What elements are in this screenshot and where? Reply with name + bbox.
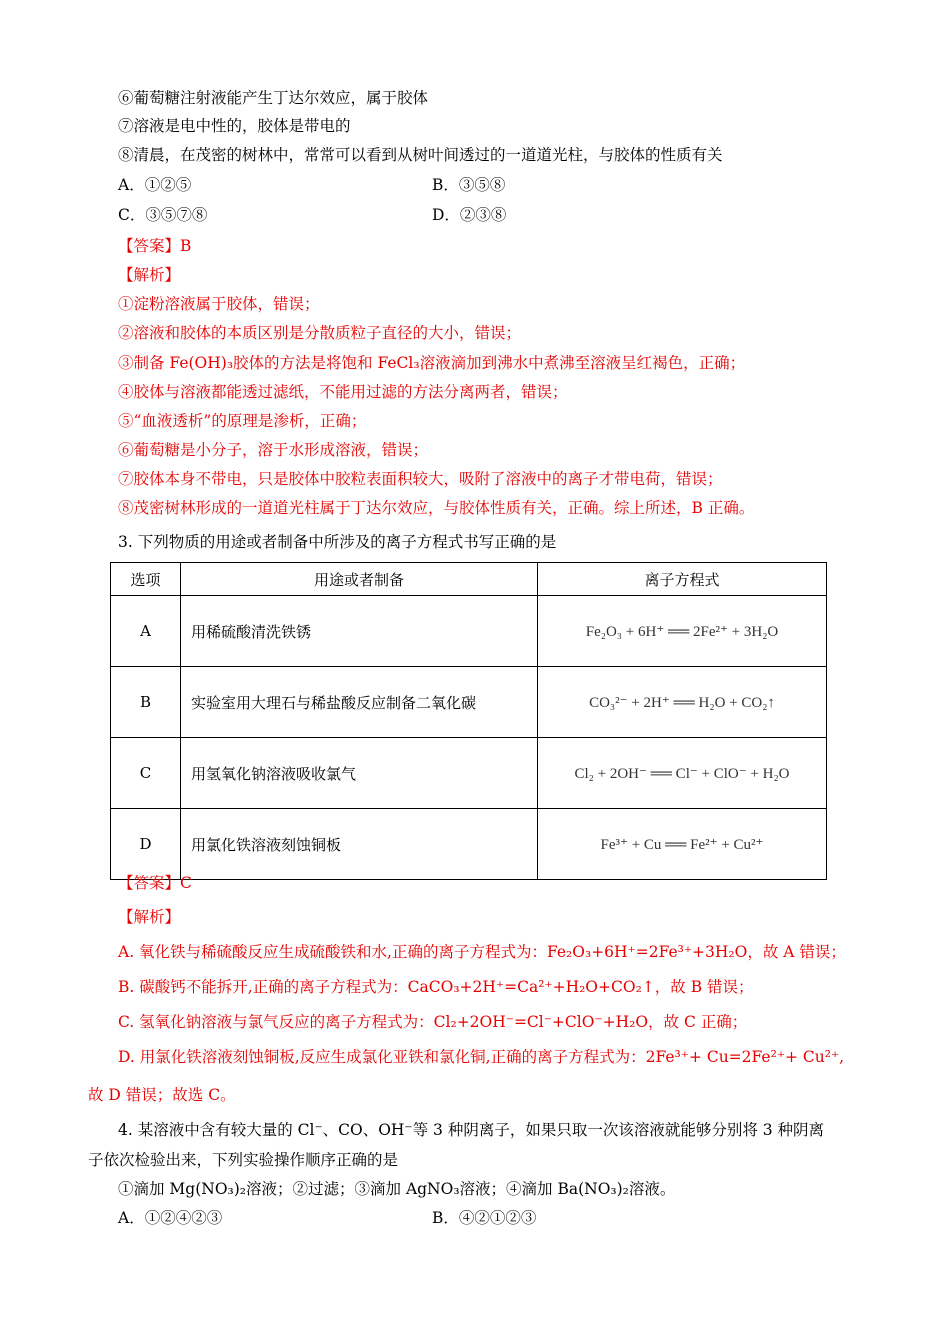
- q3-analysis-label: 【解析】: [118, 908, 181, 926]
- q4-question-line1: 4. 某溶液中含有较大量的 Cl⁻、CO、OH⁻等 3 种阴离子，如果只取一次该溶液就能够分别将 3 种阴离: [118, 1121, 825, 1139]
- statement-6: ⑥葡萄糖注射液能产生丁达尔效应，属于胶体: [118, 89, 429, 107]
- q3-table: [110, 562, 827, 880]
- q3-analysis-d: D. 用氯化铁溶液刻蚀铜板,反应生成氯化亚铁和氯化铜,正确的离子方程式为：2Fe³⁺+ Cu=2Fe²⁺+ Cu²⁺,: [118, 1048, 845, 1066]
- q2-analysis-1: ①淀粉溶液属于胶体，错误；: [118, 295, 320, 313]
- q3-analysis-b: B. 碳酸钙不能拆开,正确的离子方程式为：CaCO₃+2H⁺=Ca²⁺+H₂O+CO₂↑，故 B 错误；: [118, 978, 754, 996]
- row-option: D: [111, 809, 181, 880]
- answer-value: C: [180, 874, 192, 892]
- table-header-row: [111, 563, 827, 596]
- q3-answer: [118, 873, 192, 893]
- q3-title: 3. 下列物质的用途或者制备中所涉及的离子方程式书写正确的是: [118, 533, 557, 551]
- q4-question-line2: 子依次检验出来，下列实验操作顺序正确的是: [88, 1151, 399, 1169]
- q2-option-b: B．③⑤⑧: [432, 176, 506, 194]
- row-equation: CO₃²⁻ + 2H⁺ ══ H₂O + CO₂↑: [538, 667, 827, 738]
- answer-label: 【答案】: [118, 874, 181, 892]
- row-use: 实验室用大理石与稀盐酸反应制备二氧化碳: [181, 667, 538, 738]
- row-equation: Fe₂O₃ + 6H⁺ ══ 2Fe²⁺ + 3H₂O: [538, 596, 827, 667]
- row-use: 用氯化铁溶液刻蚀铜板: [181, 809, 538, 880]
- q3-analysis-conclusion: 故 D 错误；故选 C。: [88, 1086, 236, 1104]
- header-equation: 离子方程式: [538, 563, 827, 596]
- row-option: A: [111, 596, 181, 667]
- q2-analysis-5: ⑤“血液透析”的原理是渗析，正确；: [118, 412, 367, 430]
- row-equation: Fe³⁺ + Cu ══ Fe²⁺ + Cu²⁺: [538, 809, 827, 880]
- q2-answer: [118, 236, 191, 256]
- table-row: [111, 809, 827, 880]
- q4-option-b: B．④②①②③: [432, 1209, 537, 1227]
- q4-steps: ①滴加 Mg(NO₃)₂溶液；②过滤；③滴加 AgNO₃溶液；④滴加 Ba(NO₃)₂溶液。: [118, 1180, 676, 1198]
- q2-option-d: D．②③⑧: [432, 206, 507, 224]
- row-equation: Cl₂ + 2OH⁻ ══ Cl⁻ + ClO⁻ + H₂O: [538, 738, 827, 809]
- row-use: 用稀硫酸清洗铁锈: [181, 596, 538, 667]
- q2-option-c: C．③⑤⑦⑧: [118, 206, 208, 224]
- table-row: [111, 738, 827, 809]
- table-row: [111, 667, 827, 738]
- q2-analysis-4: ④胶体与溶液都能透过滤纸，不能用过滤的方法分离两者，错误；: [118, 383, 568, 401]
- q2-analysis-label: 【解析】: [118, 266, 181, 284]
- q2-analysis-6: ⑥葡萄糖是小分子，溶于水形成溶液，错误；: [118, 441, 429, 459]
- q3-analysis-c: C. 氢氧化钠溶液与氯气反应的离子方程式为：Cl₂+2OH⁻=Cl⁻+ClO⁻+H₂O，故 C 正确；: [118, 1013, 748, 1031]
- q4-option-a: A．①②④②③: [118, 1209, 223, 1227]
- statement-8: ⑧清晨，在茂密的树林中，常常可以看到从树叶间透过的一道道光柱，与胶体的性质有关: [118, 146, 723, 164]
- header-use: 用途或者制备: [181, 563, 538, 596]
- header-option: 选项: [111, 563, 181, 596]
- answer-label: 【答案】: [118, 237, 181, 255]
- statement-7: ⑦溶液是电中性的，胶体是带电的: [118, 117, 351, 135]
- row-option: C: [111, 738, 181, 809]
- q2-analysis-3: ③制备 Fe(OH)₃胶体的方法是将饱和 FeCl₃溶液滴加到沸水中煮沸至溶液呈红褐色，正确；: [118, 354, 746, 372]
- q2-analysis-8: ⑧茂密树林形成的一道道光柱属于丁达尔效应，与胶体性质有关，正确。综上所述，B 正确。: [118, 499, 755, 517]
- row-option: B: [111, 667, 181, 738]
- q2-analysis-2: ②溶液和胶体的本质区别是分散质粒子直径的大小，错误；: [118, 324, 522, 342]
- q2-option-a: A．①②⑤: [118, 176, 192, 194]
- table-row: [111, 596, 827, 667]
- answer-value: B: [180, 237, 192, 255]
- row-use: 用氢氧化钠溶液吸收氯气: [181, 738, 538, 809]
- q3-analysis-a: A. 氧化铁与稀硫酸反应生成硫酸铁和水,正确的离子方程式为：Fe₂O₃+6H⁺=2Fe³⁺+3H₂O，故 A 错误；: [118, 943, 846, 961]
- q2-analysis-7: ⑦胶体本身不带电，只是胶体中胶粒表面积较大，吸附了溶液中的离子才带电荷，错误；: [118, 470, 723, 488]
